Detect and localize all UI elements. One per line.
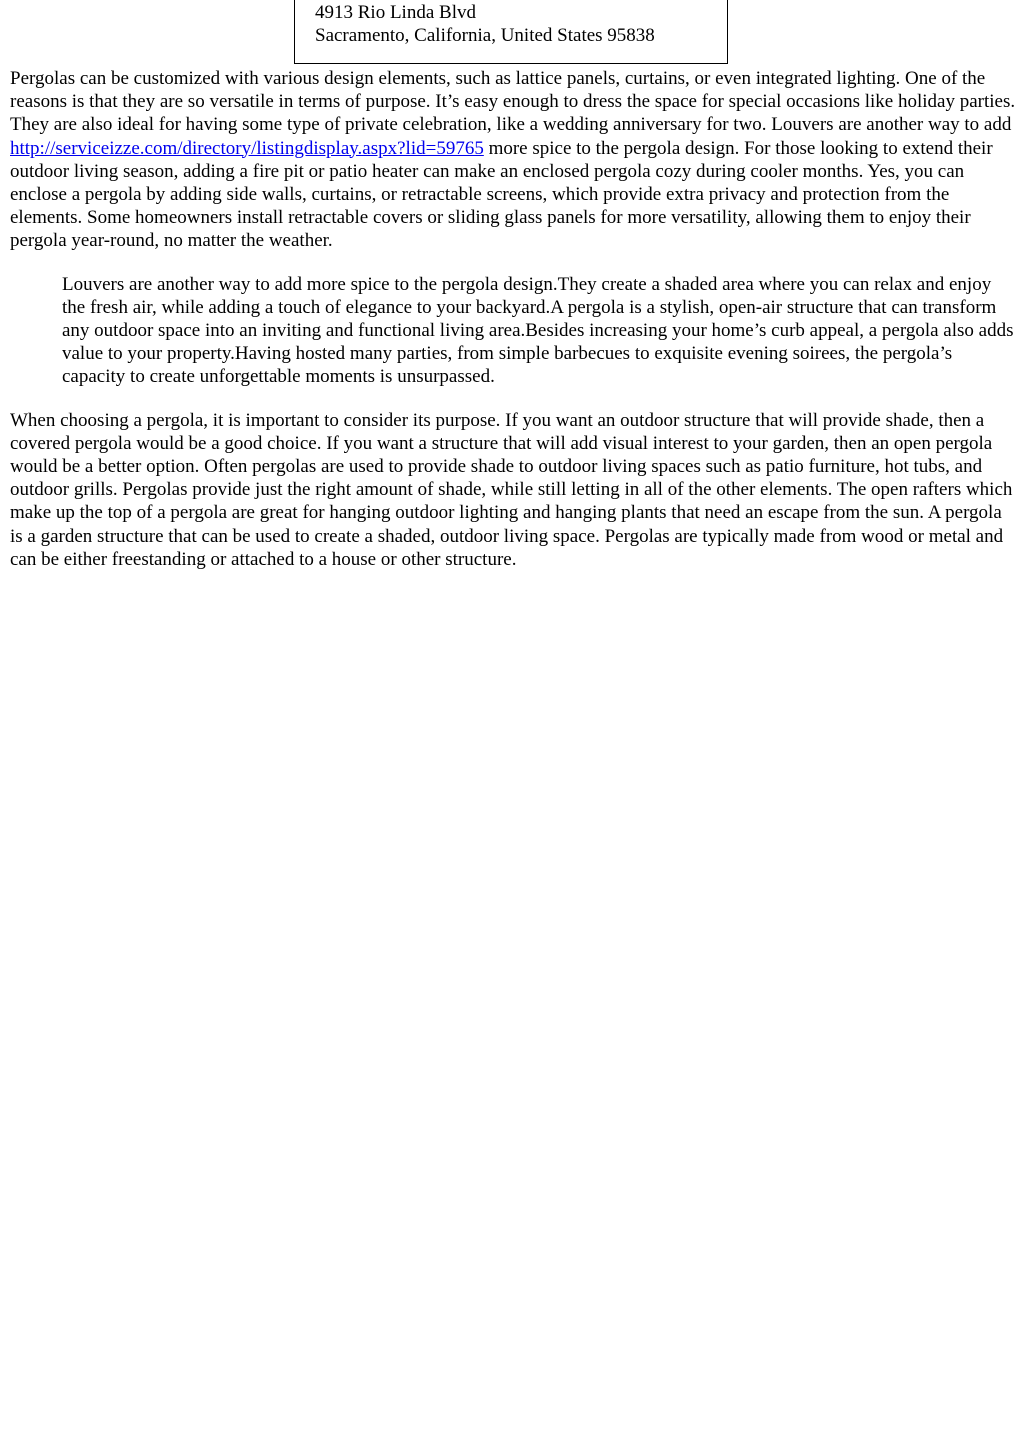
address-street: 4913 Rio Linda Blvd bbox=[315, 2, 476, 23]
paragraph-choosing-pergola: When choosing a pergola, it is important to consider its purpose. If you want an outdoor structure that will provide shade, then a covered pergola would be a good choice. If you want a structure that will add visual interest to your garden, then an open pergola would be a better option. Often pergolas are used to provide shade to outdoor living spaces such as patio furniture, hot tubs, and outdoor grills. Pergolas provide just the right amount of shade, while still letting in all of the other elements. The open rafters which make up the top of a pergola are great for hanging outdoor lighting and hanging plants that need an escape from the sun. A pergola is a garden structure that can be used to create a shaded, outdoor living space. Pergolas are typically made from wood or metal and can be either freestanding or attached to a house or other structure. bbox=[10, 409, 1013, 570]
paragraph-intro bbox=[10, 67, 1016, 253]
paragraph-intro-text-before-link: Pergolas can be customized with various design elements, such as lattice panels, curtains, or even integrated lighting. One of the reasons is that they are so versatile in terms of purpose. It’s easy enough to dress the space for special occasions like holiday parties. They are also ideal for having some type of private celebration, like a wedding anniversary for two. Louvers are another way to add bbox=[10, 68, 1016, 136]
article-body bbox=[10, 67, 1016, 571]
address-box bbox=[294, 0, 728, 64]
paragraph-intro-text-after-link: more spice to the pergola design. For those looking to extend their outdoor living season, adding a fire pit or patio heater can make an enclosed pergola cozy during cooler months. Yes, you can enclose a pergola by adding side walls, curtains, or retractable screens, which provide extra privacy and protection from the elements. Some homeowners install retractable covers or sliding glass panels for more versatility, allowing them to enjoy their pergola year-round, no matter the weather. bbox=[10, 137, 993, 252]
pergola-quote: Louvers are another way to add more spice to the pergola design.They create a shaded area where you can relax and enjoy the fresh air, while adding a touch of elegance to your backyard.A pergola is a stylish, open-air structure that can transform any outdoor space into an inviting and functional living area.Besides increasing your home’s curb appeal, a pergola also adds value to your property.Having hosted many parties, from simple barbecues to exquisite evening soirees, the pergola’s capacity to create unforgettable moments is unsurpassed. bbox=[62, 273, 1014, 388]
address-city-line: Sacramento, California, United States 95838 bbox=[315, 25, 655, 47]
listing-link[interactable]: http://serviceizze.com/directory/listingdisplay.aspx?lid=59765 bbox=[10, 137, 484, 159]
